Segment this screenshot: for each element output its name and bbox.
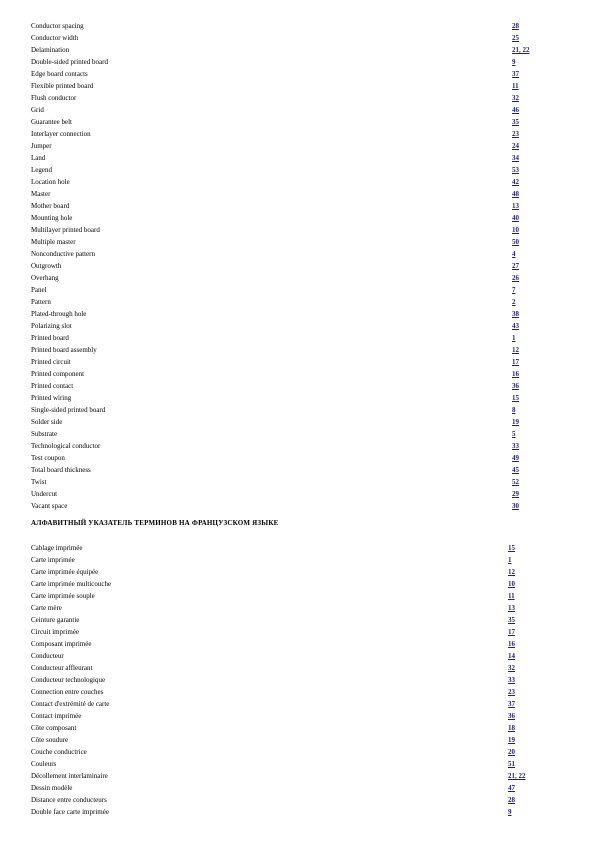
term-reference-link[interactable]: 12 bbox=[512, 346, 519, 354]
index-row bbox=[31, 566, 551, 578]
index-term: Master bbox=[31, 190, 51, 198]
term-reference-link[interactable]: 14 bbox=[508, 652, 515, 660]
term-reference-link[interactable]: 37 bbox=[512, 70, 519, 78]
index-row bbox=[31, 464, 551, 476]
index-term: Overhang bbox=[31, 274, 59, 282]
term-reference-link[interactable]: 20 bbox=[508, 748, 515, 756]
term-reference-link[interactable]: 11 bbox=[512, 82, 519, 90]
index-row bbox=[31, 260, 551, 272]
index-term: Solder side bbox=[31, 418, 63, 426]
index-term: Plated-through hole bbox=[31, 310, 87, 318]
index-row bbox=[31, 380, 551, 392]
term-reference-link[interactable]: 27 bbox=[512, 262, 519, 270]
index-term: Polarizing slot bbox=[31, 322, 72, 330]
index-term: Conducteur affleurant bbox=[31, 664, 93, 672]
term-reference-link[interactable]: 43 bbox=[512, 322, 519, 330]
term-reference-link[interactable]: 30 bbox=[512, 502, 519, 510]
term-reference-link[interactable]: 32 bbox=[508, 664, 515, 672]
index-term: Carte imprimée multicouche bbox=[31, 580, 112, 588]
index-term: Connection entre couches bbox=[31, 688, 104, 696]
index-term: Pattern bbox=[31, 298, 51, 306]
term-reference-link[interactable]: 10 bbox=[512, 226, 519, 234]
index-term: Contact imprimée bbox=[31, 712, 82, 720]
index-term: Test coupon bbox=[31, 454, 65, 462]
term-reference-link[interactable]: 52 bbox=[512, 478, 519, 486]
index-row bbox=[31, 674, 551, 686]
index-term: Côte composant bbox=[31, 724, 77, 732]
index-row bbox=[31, 392, 551, 404]
index-term: Composant imprimée bbox=[31, 640, 92, 648]
term-reference-link[interactable]: 18 bbox=[508, 724, 515, 732]
index-row bbox=[31, 140, 551, 152]
index-term: Cablage imprimée bbox=[31, 544, 83, 552]
term-reference-link[interactable]: 49 bbox=[512, 454, 519, 462]
index-term: Contact d'extrémité de carte bbox=[31, 700, 110, 708]
index-row bbox=[31, 662, 551, 674]
index-row bbox=[31, 104, 551, 116]
term-reference-link[interactable]: 16 bbox=[508, 640, 515, 648]
term-reference-link[interactable]: 2 bbox=[512, 298, 516, 306]
index-row bbox=[31, 614, 551, 626]
index-row bbox=[31, 248, 551, 260]
index-row bbox=[31, 332, 551, 344]
index-row bbox=[31, 92, 551, 104]
index-row bbox=[31, 128, 551, 140]
index-row bbox=[31, 578, 551, 590]
term-reference-link[interactable]: 7 bbox=[512, 286, 516, 294]
index-term: Flexible printed board bbox=[31, 82, 94, 90]
index-row bbox=[31, 452, 551, 464]
index-row bbox=[31, 746, 551, 758]
index-row bbox=[31, 686, 551, 698]
term-reference-link[interactable]: 1 bbox=[508, 556, 512, 564]
index-row bbox=[31, 236, 551, 248]
index-row bbox=[31, 44, 551, 56]
index-row bbox=[31, 770, 551, 782]
index-row bbox=[31, 200, 551, 212]
index-row bbox=[31, 626, 551, 638]
index-term: Outgrowth bbox=[31, 262, 62, 270]
index-term: Décollement interlaminaire bbox=[31, 772, 108, 780]
index-row bbox=[31, 344, 551, 356]
term-reference-link[interactable]: 45 bbox=[512, 466, 519, 474]
term-reference-link[interactable]: 21, 22 bbox=[512, 46, 530, 54]
term-reference-link[interactable]: 40 bbox=[512, 214, 519, 222]
english-term-index bbox=[31, 20, 551, 512]
term-reference-link[interactable]: 29 bbox=[512, 490, 519, 498]
index-row bbox=[31, 806, 551, 818]
term-reference-link[interactable]: 37 bbox=[508, 700, 515, 708]
index-term: Distance entre conducteurs bbox=[31, 796, 107, 804]
index-term: Circuit imprimée bbox=[31, 628, 80, 636]
index-row bbox=[31, 56, 551, 68]
index-row bbox=[31, 722, 551, 734]
term-reference-link[interactable]: 35 bbox=[508, 616, 515, 624]
term-reference-link[interactable]: 4 bbox=[512, 250, 516, 258]
term-reference-link[interactable]: 50 bbox=[512, 238, 519, 246]
index-term: Technological conductor bbox=[31, 442, 101, 450]
index-term: Carte imprimée équipée bbox=[31, 568, 99, 576]
term-reference-link[interactable]: 21, 22 bbox=[508, 772, 526, 780]
index-row bbox=[31, 710, 551, 722]
index-row bbox=[31, 20, 551, 32]
index-term: Conducteur bbox=[31, 652, 64, 660]
index-row bbox=[31, 188, 551, 200]
index-term: Printed board assembly bbox=[31, 346, 97, 354]
index-row bbox=[31, 212, 551, 224]
term-reference-link[interactable]: 34 bbox=[512, 154, 519, 162]
index-row bbox=[31, 272, 551, 284]
index-term: Land bbox=[31, 154, 46, 162]
index-row bbox=[31, 554, 551, 566]
term-reference-link[interactable]: 1 bbox=[512, 334, 516, 342]
term-reference-link[interactable]: 51 bbox=[508, 760, 515, 768]
term-reference-link[interactable]: 5 bbox=[512, 430, 516, 438]
index-term: Jumper bbox=[31, 142, 52, 150]
term-reference-link[interactable]: 9 bbox=[512, 58, 516, 66]
index-term: Guarantee belt bbox=[31, 118, 73, 126]
term-reference-link[interactable]: 24 bbox=[512, 142, 519, 150]
index-term: Panel bbox=[31, 286, 47, 294]
index-term: Couleurs bbox=[31, 760, 57, 768]
index-row bbox=[31, 440, 551, 452]
index-term: Printed circuit bbox=[31, 358, 71, 366]
index-term: Conductor width bbox=[31, 34, 79, 42]
term-reference-link[interactable]: 35 bbox=[512, 118, 519, 126]
term-reference-link[interactable]: 19 bbox=[512, 418, 519, 426]
index-term: Côte soudure bbox=[31, 736, 69, 744]
index-term: Conductor spacing bbox=[31, 22, 84, 30]
index-term: Delamination bbox=[31, 46, 70, 54]
index-row bbox=[31, 296, 551, 308]
term-reference-link[interactable]: 32 bbox=[512, 94, 519, 102]
index-row bbox=[31, 176, 551, 188]
term-reference-link[interactable]: 53 bbox=[512, 166, 519, 174]
term-reference-link[interactable]: 17 bbox=[508, 628, 515, 636]
index-row bbox=[31, 68, 551, 80]
term-reference-link[interactable]: 42 bbox=[512, 178, 519, 186]
index-row bbox=[31, 428, 551, 440]
index-term: Mounting hole bbox=[31, 214, 73, 222]
index-row bbox=[31, 488, 551, 500]
term-reference-link[interactable]: 33 bbox=[508, 676, 515, 684]
index-term: Substrate bbox=[31, 430, 58, 438]
index-row bbox=[31, 698, 551, 710]
term-reference-link[interactable]: 23 bbox=[512, 130, 519, 138]
term-reference-link[interactable]: 38 bbox=[512, 310, 519, 318]
index-term: Carte imprimée bbox=[31, 556, 75, 564]
index-row bbox=[31, 224, 551, 236]
index-row bbox=[31, 542, 551, 554]
term-reference-link[interactable]: 15 bbox=[508, 544, 515, 552]
index-row bbox=[31, 602, 551, 614]
index-term: Couche conductrice bbox=[31, 748, 87, 756]
index-row bbox=[31, 590, 551, 602]
index-row bbox=[31, 308, 551, 320]
index-term: Conducteur technologique bbox=[31, 676, 106, 684]
term-reference-link[interactable]: 28 bbox=[512, 22, 519, 30]
index-term: Double-sided printed board bbox=[31, 58, 108, 66]
index-row bbox=[31, 116, 551, 128]
term-reference-link[interactable]: 28 bbox=[508, 796, 515, 804]
index-row bbox=[31, 650, 551, 662]
index-row bbox=[31, 368, 551, 380]
index-term: Carte imprimée souple bbox=[31, 592, 95, 600]
index-term: Ceinture garantie bbox=[31, 616, 80, 624]
index-term: Double face carte imprimée bbox=[31, 808, 109, 816]
index-term: Printed contact bbox=[31, 382, 74, 390]
index-term: Edge board contacts bbox=[31, 70, 88, 78]
index-term: Twist bbox=[31, 478, 47, 486]
index-row bbox=[31, 500, 551, 512]
index-row bbox=[31, 32, 551, 44]
term-reference-link[interactable]: 13 bbox=[508, 604, 515, 612]
term-reference-link[interactable]: 36 bbox=[512, 382, 519, 390]
french-index-heading: АЛФАВИТНЫЙ УКАЗАТЕЛЬ ТЕРМИНОВ НА ФРАНЦУЗСКОМ ЯЗЫКЕ bbox=[31, 519, 279, 527]
index-term: Vacant space bbox=[31, 502, 68, 510]
term-reference-link[interactable]: 13 bbox=[512, 202, 519, 210]
index-term: Location hole bbox=[31, 178, 70, 186]
index-row bbox=[31, 404, 551, 416]
index-term: Printed component bbox=[31, 370, 85, 378]
index-row bbox=[31, 164, 551, 176]
index-row bbox=[31, 794, 551, 806]
index-row bbox=[31, 416, 551, 428]
index-row bbox=[31, 638, 551, 650]
index-row bbox=[31, 284, 551, 296]
term-reference-link[interactable]: 19 bbox=[508, 736, 515, 744]
term-reference-link[interactable]: 46 bbox=[512, 106, 519, 114]
term-reference-link[interactable]: 26 bbox=[512, 274, 519, 282]
index-term: Mother board bbox=[31, 202, 70, 210]
index-term: Printed board bbox=[31, 334, 69, 342]
index-row bbox=[31, 734, 551, 746]
index-term: Single-sided printed board bbox=[31, 406, 106, 414]
index-term: Nonconductive pattern bbox=[31, 250, 95, 258]
index-term: Undercut bbox=[31, 490, 58, 498]
index-term: Grid bbox=[31, 106, 44, 114]
term-reference-link[interactable]: 47 bbox=[508, 784, 515, 792]
index-term: Legend bbox=[31, 166, 52, 174]
index-term: Multilayer printed board bbox=[31, 226, 100, 234]
term-reference-link[interactable]: 10 bbox=[508, 580, 515, 588]
term-reference-link[interactable]: 9 bbox=[508, 808, 512, 816]
index-row bbox=[31, 356, 551, 368]
term-reference-link[interactable]: 12 bbox=[508, 568, 515, 576]
term-reference-link[interactable]: 11 bbox=[508, 592, 515, 600]
index-row bbox=[31, 782, 551, 794]
term-reference-link[interactable]: 48 bbox=[512, 190, 519, 198]
term-reference-link[interactable]: 17 bbox=[512, 358, 519, 366]
index-term: Dessin modèle bbox=[31, 784, 73, 792]
term-reference-link[interactable]: 15 bbox=[512, 394, 519, 402]
term-reference-link[interactable]: 16 bbox=[512, 370, 519, 378]
index-term: Multiple master bbox=[31, 238, 76, 246]
index-term: Carte mère bbox=[31, 604, 62, 612]
term-reference-link[interactable]: 33 bbox=[512, 442, 519, 450]
index-term: Flush conductor bbox=[31, 94, 77, 102]
french-term-index bbox=[31, 542, 551, 818]
index-row bbox=[31, 80, 551, 92]
term-reference-link[interactable]: 36 bbox=[508, 712, 515, 720]
index-term: Printed wiring bbox=[31, 394, 72, 402]
index-row bbox=[31, 320, 551, 332]
index-term: Interlayer connection bbox=[31, 130, 91, 138]
index-term: Total board thickness bbox=[31, 466, 91, 474]
index-row bbox=[31, 758, 551, 770]
index-row bbox=[31, 476, 551, 488]
index-row bbox=[31, 152, 551, 164]
term-reference-link[interactable]: 25 bbox=[512, 34, 519, 42]
term-reference-link[interactable]: 8 bbox=[512, 406, 516, 414]
term-reference-link[interactable]: 23 bbox=[508, 688, 515, 696]
